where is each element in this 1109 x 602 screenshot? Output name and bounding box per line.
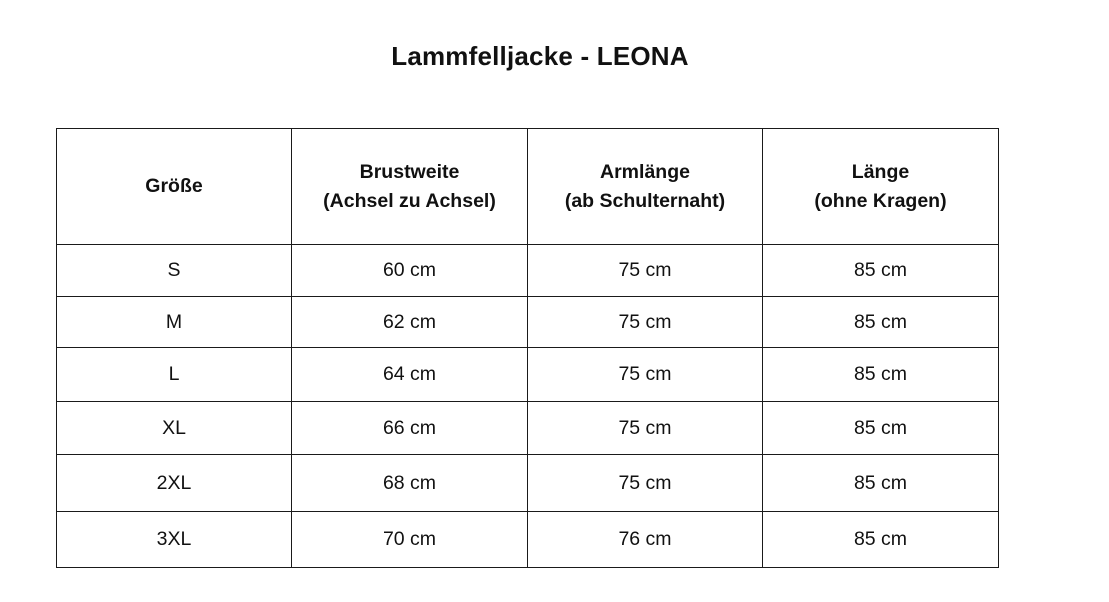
header-length-label: Länge [851, 160, 910, 183]
table-row [57, 455, 999, 512]
length-cell: 85 cm [763, 297, 999, 348]
table-row [57, 512, 999, 568]
header-sleeve-length-note: (ab Schulternaht) [564, 189, 726, 212]
header-sleeve-length [528, 129, 763, 245]
table-header-row [57, 129, 999, 245]
header-size-label: Größe [145, 175, 203, 197]
size-cell: 3XL [57, 512, 292, 568]
length-cell: 85 cm [763, 455, 999, 512]
table-row [57, 348, 999, 402]
length-cell: 85 cm [763, 512, 999, 568]
page-title: Lammfelljacke - LEONA [391, 41, 689, 71]
sleeve-length-cell: 76 cm [528, 512, 763, 568]
table-row [57, 245, 999, 297]
chest-width-cell: 60 cm [292, 245, 528, 297]
sleeve-length-cell: 75 cm [528, 348, 763, 402]
chest-width-cell: 70 cm [292, 512, 528, 568]
size-cell: XL [57, 402, 292, 455]
header-size [57, 129, 292, 245]
size-cell: M [57, 297, 292, 348]
length-cell: 85 cm [763, 402, 999, 455]
chest-width-cell: 68 cm [292, 455, 528, 512]
header-sleeve-length-label: Armlänge [600, 160, 690, 183]
size-cell: S [57, 245, 292, 297]
sleeve-length-cell: 75 cm [528, 402, 763, 455]
header-chest-width [292, 129, 528, 245]
header-length [763, 129, 999, 245]
chest-width-cell: 62 cm [292, 297, 528, 348]
size-table [56, 128, 999, 568]
sleeve-length-cell: 75 cm [528, 245, 763, 297]
size-cell: 2XL [57, 455, 292, 512]
header-length-note: (ohne Kragen) [814, 189, 947, 212]
chest-width-cell: 64 cm [292, 348, 528, 402]
header-chest-width-note: (Achsel zu Achsel) [323, 189, 496, 212]
sleeve-length-cell: 75 cm [528, 455, 763, 512]
size-cell: L [57, 348, 292, 402]
length-cell: 85 cm [763, 245, 999, 297]
chest-width-cell: 66 cm [292, 402, 528, 455]
length-cell: 85 cm [763, 348, 999, 402]
table-row [57, 297, 999, 348]
table-row [57, 402, 999, 455]
sleeve-length-cell: 75 cm [528, 297, 763, 348]
header-chest-width-label: Brustweite [359, 160, 460, 183]
